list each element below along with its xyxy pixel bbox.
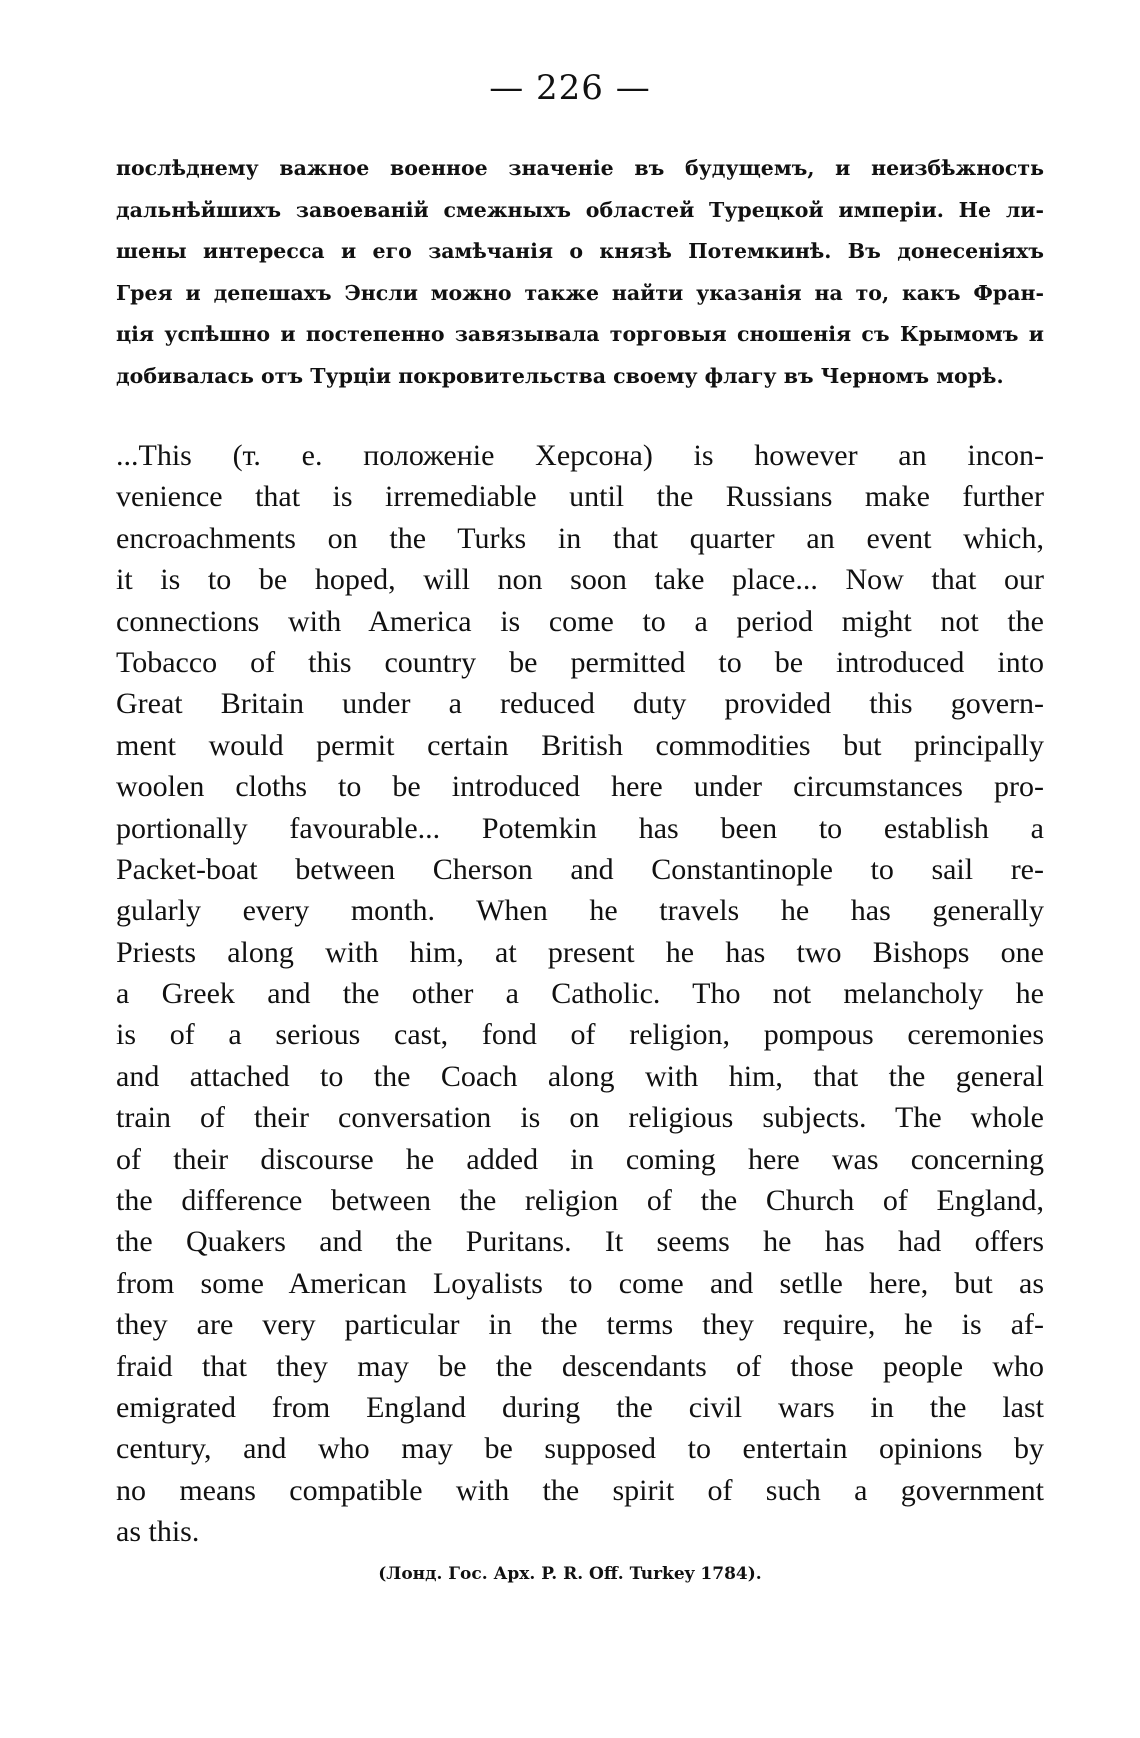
- text-line: дальнѣйшихъ завоеваній смежныхъ областей Турецкой имперіи. Не ли-: [116, 197, 1044, 222]
- text-line: woolen cloths to be introduced here under circumstances pro-: [116, 770, 1044, 804]
- text-line: from some American Loyalists to come and setlle here, but as: [116, 1266, 1044, 1300]
- russian-paragraph: [116, 148, 1044, 397]
- text-line: Packet-boat between Cherson and Constantinople to sail re-: [116, 852, 1044, 886]
- text-line: ція успѣшно и постепенно завязывала торговыя сношенія съ Крымомъ и: [116, 322, 1044, 346]
- text-line: train of their conversation is on religious subjects. The whole: [116, 1101, 1044, 1135]
- text-line: they are very particular in the terms they require, he is af-: [116, 1308, 1044, 1342]
- text-line: it is to be hoped, will non soon take place... Now that our: [116, 563, 1044, 597]
- text-line: ment would permit certain British commodities but principally: [116, 728, 1044, 762]
- text-line: of their discourse he added in coming here was concerning: [116, 1142, 1044, 1176]
- text-line: encroachments on the Turks in that quarter an event which,: [116, 521, 1044, 555]
- text-line: ...This (т. е. положеніе Херсона) is however an incon-: [116, 439, 1044, 472]
- text-line: and attached to the Coach along with him, that the general: [116, 1059, 1044, 1093]
- page-number: — 226 —: [489, 68, 651, 108]
- text-line: Грея и депешахъ Энсли можно также найти указанія на то, какъ Фран-: [116, 280, 1044, 305]
- text-line: Great Britain under a reduced duty provided this govern-: [116, 687, 1044, 721]
- text-line: fraid that they may be the descendants of those people who: [116, 1349, 1044, 1383]
- text-line: venience that is irremediable until the Russians make further: [116, 480, 1044, 514]
- text-line: послѣднему важное военное значеніе въ будущемъ, и неизбѣжность: [116, 156, 1044, 180]
- english-quotation: [116, 435, 1044, 1553]
- text-line: connections with America is come to a period might not the: [116, 604, 1044, 638]
- text-line: Priests along with him, at present he has two Bishops one: [116, 935, 1044, 969]
- text-line: no means compatible with the spirit of such a government: [116, 1473, 1044, 1507]
- source-citation: (Лонд. Гос. Арх. P. R. Off. Turkey 1784).: [378, 1564, 762, 1584]
- text-line: is of a serious cast, fond of religion, pompous ceremonies: [116, 1018, 1044, 1052]
- text-line: as this.: [116, 1515, 200, 1549]
- text-line: a Greek and the other a Catholic. Tho not melancholy he: [116, 977, 1044, 1011]
- text-line: добивалась отъ Турціи покровительства своему флагу въ Черномъ морѣ.: [116, 363, 1004, 388]
- text-line: emigrated from England during the civil wars in the last: [116, 1390, 1044, 1424]
- text-line: the Quakers and the Puritans. It seems he has had offers: [116, 1225, 1044, 1259]
- text-line: Tobacco of this country be permitted to be introduced into: [116, 645, 1044, 679]
- text-line: century, and who may be supposed to entertain opinions by: [116, 1432, 1044, 1466]
- text-line: шены интересса и его замѣчанія о князѣ Потемкинѣ. Въ донесенiяхъ: [116, 239, 1044, 263]
- text-line: gularly every month. When he travels he has generally: [116, 894, 1044, 928]
- text-line: the difference between the religion of the Church of England,: [116, 1184, 1044, 1218]
- text-line: portionally favourable... Potemkin has been to establish a: [116, 811, 1044, 845]
